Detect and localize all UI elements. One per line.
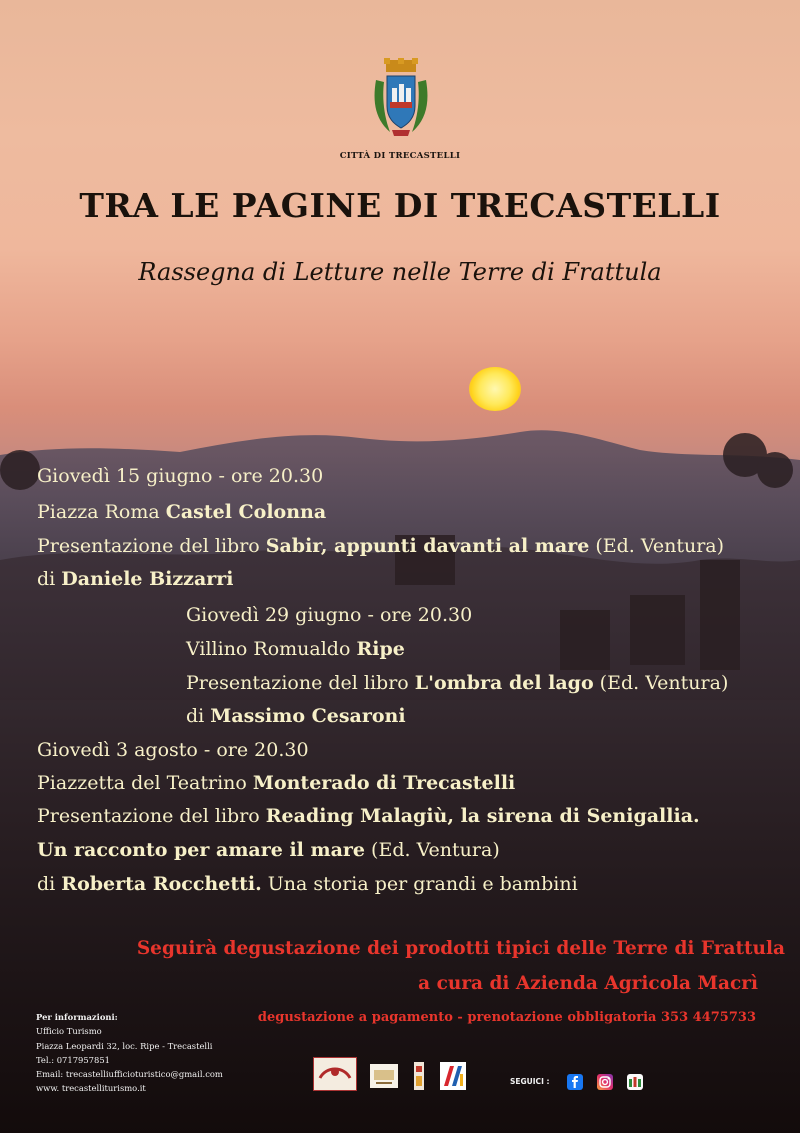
event-3-author-line [37,874,578,894]
event-1-book-prefix: Presentazione del libro [37,535,266,557]
tasting-line-1: Seguirà degustazione dei prodotti tipici delle Terre di Frattula [136,938,785,959]
social-label: SEGUICI : [510,1077,550,1086]
partner-logo-3-icon [414,1062,424,1090]
partner-logo-1 [313,1057,357,1091]
contacts-phone: Tel.: 0717957851 [36,1055,110,1065]
event-3-book-cont [37,840,500,860]
facebook-icon[interactable] [567,1074,583,1090]
event-1-author: Daniele Bizzarri [61,568,234,590]
contacts-email[interactable]: Email: trecastelliufficioturistico@gmail.com [36,1069,223,1079]
partner-logo-1-icon [314,1058,356,1090]
tasting-line-2: a cura di Azienda Agricola Macrì [418,973,758,994]
partner-logo-2 [370,1064,398,1088]
event-3-book-title: Reading Malagiù, la sirena di Senigallia. [265,805,700,827]
event-2-place [186,639,405,659]
event-2-book-title: L'ombra del lago [414,672,594,694]
sun [469,367,521,411]
tasting-line-3: degustazione a pagamento - prenotazione obbligatoria 353 4475733 [257,1010,756,1025]
event-3-place-name: Monterado di Trecastelli [252,772,516,794]
event-2-date: Giovedì 29 giugno - ore 20.30 [186,604,473,626]
event-1-author-prefix: di [37,568,62,590]
event-1-book-title: Sabir, appunti davanti al mare [265,535,590,557]
event-3-date: Giovedì 3 agosto - ore 20.30 [37,739,309,761]
event-3-author: Roberta Rocchetti. [61,873,262,895]
contacts-heading: Per informazioni: [36,1012,118,1022]
event-3-author-note: Una storia per grandi e bambini [261,873,578,895]
event-2-book [186,673,728,693]
instagram-icon[interactable] [597,1074,613,1090]
page-subtitle: Rassegna di Letture nelle Terre di Frattula [138,258,662,286]
trecastelli-icon[interactable] [627,1074,643,1090]
event-1-publisher: (Ed. Ventura) [589,535,725,557]
page-title: TRA LE PAGINE DI TRECASTELLI [79,186,721,225]
event-2-book-prefix: Presentazione del libro [186,672,415,694]
contacts-office: Ufficio Turismo [36,1026,102,1036]
event-2-author-line [186,706,406,726]
contacts-website[interactable]: www. trecastelliturismo.it [36,1083,146,1093]
event-2-author: Massimo Cesaroni [210,705,406,727]
event-3-place [37,773,515,793]
event-2-place-name: Ripe [356,638,405,660]
event-2-publisher: (Ed. Ventura) [593,672,729,694]
event-1-author-line [37,569,234,589]
event-1-date: Giovedì 15 giugno - ore 20.30 [37,465,324,487]
event-1-place-name: Castel Colonna [165,501,327,523]
contacts-address: Piazza Leopardi 32, loc. Ripe - Trecastelli [36,1041,213,1051]
event-3-publisher: (Ed. Ventura) [365,839,500,861]
partner-logo-3 [414,1062,424,1090]
event-2-place-prefix: Villino Romualdo [186,638,357,660]
event-2-author-prefix: di [186,705,211,727]
event-3-author-prefix: di [37,873,62,895]
event-1-place-prefix: Piazza Roma [37,501,166,523]
city-crest-icon [370,58,432,142]
event-1-place [37,502,326,522]
event-3-book [37,806,700,826]
partner-logo-2-icon [370,1064,398,1088]
event-3-place-prefix: Piazzetta del Teatrino [37,772,253,794]
event-1-book [37,536,724,556]
event-3-book-title-2: Un racconto per amare il mare [37,839,366,861]
event-3-book-prefix: Presentazione del libro [37,805,266,827]
partner-logo-4 [440,1062,466,1090]
city-label: CITTÀ DI TRECASTELLI [339,151,461,161]
partner-logo-4-icon [440,1062,466,1090]
